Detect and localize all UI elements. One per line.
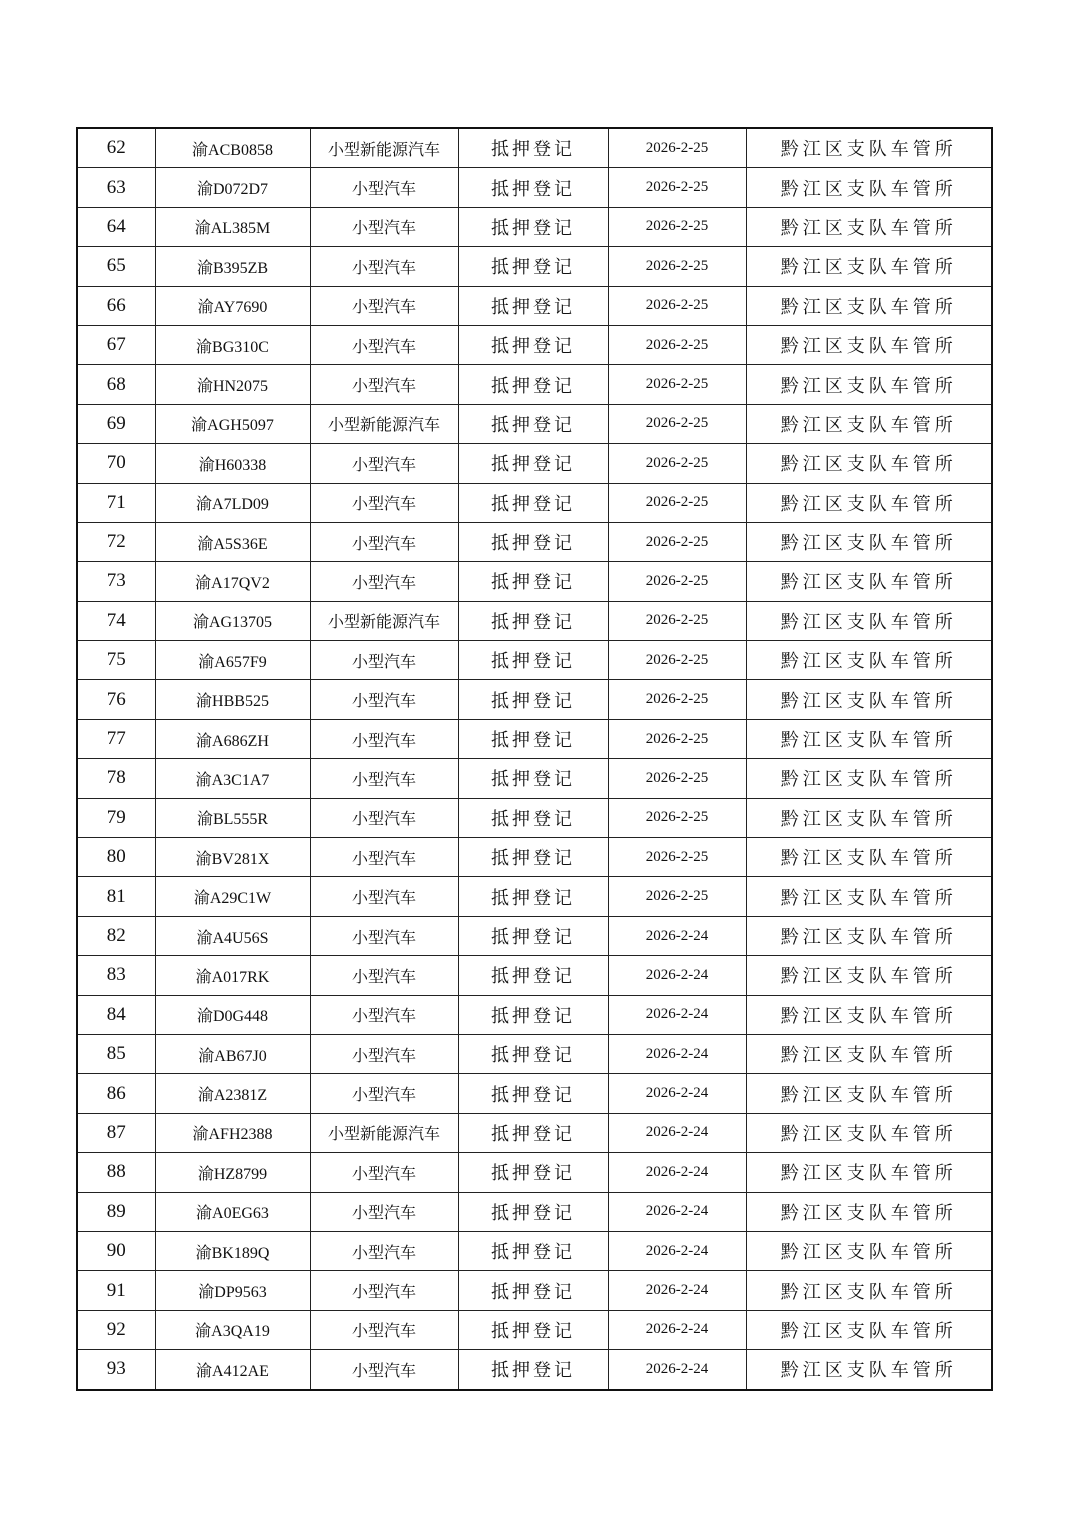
table-row [77, 444, 992, 483]
date-cell: 2026-2-25 [608, 365, 746, 404]
date-cell: 2026-2-25 [608, 838, 746, 877]
plate-number-cell: 渝A412AE [155, 1350, 310, 1390]
business-type-cell: 抵押登记 [458, 1310, 608, 1349]
row-number-cell: 84 [77, 995, 155, 1034]
plate-number-cell: 渝AGH5097 [155, 404, 310, 443]
row-number-cell: 71 [77, 483, 155, 522]
date-cell: 2026-2-25 [608, 128, 746, 168]
business-type-cell: 抵押登记 [458, 247, 608, 286]
date-cell: 2026-2-25 [608, 247, 746, 286]
date-cell: 2026-2-24 [608, 1192, 746, 1231]
date-cell: 2026-2-24 [608, 1271, 746, 1310]
business-type-cell: 抵押登记 [458, 1192, 608, 1231]
plate-number-cell: 渝A017RK [155, 956, 310, 995]
date-cell: 2026-2-24 [608, 1310, 746, 1349]
office-cell: 黔江区支队车管所 [746, 1271, 992, 1310]
office-cell: 黔江区支队车管所 [746, 207, 992, 246]
office-cell: 黔江区支队车管所 [746, 522, 992, 561]
office-cell: 黔江区支队车管所 [746, 325, 992, 364]
office-cell: 黔江区支队车管所 [746, 1034, 992, 1073]
table-row [77, 207, 992, 246]
table-row [77, 1271, 992, 1310]
table-row [77, 562, 992, 601]
table-row [77, 759, 992, 798]
vehicle-type-cell: 小型汽车 [310, 444, 458, 483]
plate-number-cell: 渝H60338 [155, 444, 310, 483]
row-number-cell: 65 [77, 247, 155, 286]
table-row [77, 1350, 992, 1390]
date-cell: 2026-2-25 [608, 562, 746, 601]
date-cell: 2026-2-24 [608, 1350, 746, 1390]
business-type-cell: 抵押登记 [458, 1113, 608, 1152]
table-row [77, 1034, 992, 1073]
table-row [77, 1113, 992, 1152]
row-number-cell: 91 [77, 1271, 155, 1310]
row-number-cell: 87 [77, 1113, 155, 1152]
office-cell: 黔江区支队车管所 [746, 956, 992, 995]
row-number-cell: 62 [77, 128, 155, 168]
vehicle-type-cell: 小型汽车 [310, 680, 458, 719]
vehicle-type-cell: 小型新能源汽车 [310, 404, 458, 443]
row-number-cell: 79 [77, 798, 155, 837]
table-row [77, 365, 992, 404]
table-row [77, 325, 992, 364]
business-type-cell: 抵押登记 [458, 168, 608, 207]
date-cell: 2026-2-25 [608, 207, 746, 246]
office-cell: 黔江区支队车管所 [746, 1074, 992, 1113]
office-cell: 黔江区支队车管所 [746, 365, 992, 404]
business-type-cell: 抵押登记 [458, 562, 608, 601]
row-number-cell: 67 [77, 325, 155, 364]
row-number-cell: 83 [77, 956, 155, 995]
plate-number-cell: 渝ACB0858 [155, 128, 310, 168]
table-row [77, 601, 992, 640]
plate-number-cell: 渝A2381Z [155, 1074, 310, 1113]
date-cell: 2026-2-25 [608, 877, 746, 916]
office-cell: 黔江区支队车管所 [746, 168, 992, 207]
vehicle-type-cell: 小型汽车 [310, 483, 458, 522]
business-type-cell: 抵押登记 [458, 956, 608, 995]
business-type-cell: 抵押登记 [458, 365, 608, 404]
date-cell: 2026-2-24 [608, 1231, 746, 1270]
table-row [77, 956, 992, 995]
plate-number-cell: 渝A3QA19 [155, 1310, 310, 1349]
row-number-cell: 93 [77, 1350, 155, 1390]
table-row [77, 522, 992, 561]
plate-number-cell: 渝A17QV2 [155, 562, 310, 601]
business-type-cell: 抵押登记 [458, 1034, 608, 1073]
vehicle-type-cell: 小型汽车 [310, 365, 458, 404]
date-cell: 2026-2-25 [608, 798, 746, 837]
table-row [77, 483, 992, 522]
business-type-cell: 抵押登记 [458, 995, 608, 1034]
table-row [77, 1231, 992, 1270]
business-type-cell: 抵押登记 [458, 522, 608, 561]
office-cell: 黔江区支队车管所 [746, 759, 992, 798]
office-cell: 黔江区支队车管所 [746, 483, 992, 522]
plate-number-cell: 渝A7LD09 [155, 483, 310, 522]
row-number-cell: 82 [77, 916, 155, 955]
plate-number-cell: 渝AG13705 [155, 601, 310, 640]
date-cell: 2026-2-24 [608, 1074, 746, 1113]
office-cell: 黔江区支队车管所 [746, 995, 992, 1034]
office-cell: 黔江区支队车管所 [746, 838, 992, 877]
date-cell: 2026-2-24 [608, 1034, 746, 1073]
row-number-cell: 90 [77, 1231, 155, 1270]
office-cell: 黔江区支队车管所 [746, 719, 992, 758]
table-row [77, 286, 992, 325]
business-type-cell: 抵押登记 [458, 798, 608, 837]
vehicle-type-cell: 小型汽车 [310, 1310, 458, 1349]
row-number-cell: 89 [77, 1192, 155, 1231]
vehicle-type-cell: 小型汽车 [310, 719, 458, 758]
table-row [77, 838, 992, 877]
office-cell: 黔江区支队车管所 [746, 877, 992, 916]
plate-number-cell: 渝A3C1A7 [155, 759, 310, 798]
plate-number-cell: 渝HN2075 [155, 365, 310, 404]
row-number-cell: 74 [77, 601, 155, 640]
office-cell: 黔江区支队车管所 [746, 1350, 992, 1390]
office-cell: 黔江区支队车管所 [746, 562, 992, 601]
row-number-cell: 69 [77, 404, 155, 443]
vehicle-type-cell: 小型汽车 [310, 838, 458, 877]
table-row [77, 916, 992, 955]
date-cell: 2026-2-25 [608, 483, 746, 522]
row-number-cell: 76 [77, 680, 155, 719]
row-number-cell: 81 [77, 877, 155, 916]
business-type-cell: 抵押登记 [458, 601, 608, 640]
plate-number-cell: 渝B395ZB [155, 247, 310, 286]
plate-number-cell: 渝A5S36E [155, 522, 310, 561]
vehicle-type-cell: 小型汽车 [310, 1192, 458, 1231]
plate-number-cell: 渝DP9563 [155, 1271, 310, 1310]
vehicle-type-cell: 小型汽车 [310, 247, 458, 286]
office-cell: 黔江区支队车管所 [746, 128, 992, 168]
table-row [77, 1192, 992, 1231]
vehicle-type-cell: 小型新能源汽车 [310, 128, 458, 168]
office-cell: 黔江区支队车管所 [746, 1192, 992, 1231]
vehicle-type-cell: 小型汽车 [310, 1074, 458, 1113]
business-type-cell: 抵押登记 [458, 404, 608, 443]
date-cell: 2026-2-24 [608, 916, 746, 955]
row-number-cell: 80 [77, 838, 155, 877]
table-row [77, 404, 992, 443]
plate-number-cell: 渝AFH2388 [155, 1113, 310, 1152]
vehicle-type-cell: 小型汽车 [310, 641, 458, 680]
date-cell: 2026-2-25 [608, 286, 746, 325]
plate-number-cell: 渝AB67J0 [155, 1034, 310, 1073]
row-number-cell: 66 [77, 286, 155, 325]
table-row [77, 1153, 992, 1192]
row-number-cell: 72 [77, 522, 155, 561]
table-row [77, 680, 992, 719]
date-cell: 2026-2-24 [608, 995, 746, 1034]
row-number-cell: 75 [77, 641, 155, 680]
vehicle-type-cell: 小型汽车 [310, 916, 458, 955]
row-number-cell: 63 [77, 168, 155, 207]
vehicle-type-cell: 小型汽车 [310, 1231, 458, 1270]
office-cell: 黔江区支队车管所 [746, 1153, 992, 1192]
row-number-cell: 78 [77, 759, 155, 798]
office-cell: 黔江区支队车管所 [746, 1113, 992, 1152]
plate-number-cell: 渝AL385M [155, 207, 310, 246]
date-cell: 2026-2-25 [608, 325, 746, 364]
office-cell: 黔江区支队车管所 [746, 286, 992, 325]
office-cell: 黔江区支队车管所 [746, 444, 992, 483]
business-type-cell: 抵押登记 [458, 444, 608, 483]
business-type-cell: 抵押登记 [458, 838, 608, 877]
vehicle-type-cell: 小型汽车 [310, 286, 458, 325]
plate-number-cell: 渝BV281X [155, 838, 310, 877]
business-type-cell: 抵押登记 [458, 1074, 608, 1113]
plate-number-cell: 渝D0G448 [155, 995, 310, 1034]
table-row [77, 641, 992, 680]
vehicle-type-cell: 小型汽车 [310, 1034, 458, 1073]
vehicle-type-cell: 小型汽车 [310, 1153, 458, 1192]
business-type-cell: 抵押登记 [458, 680, 608, 719]
office-cell: 黔江区支队车管所 [746, 1231, 992, 1270]
table-row [77, 1310, 992, 1349]
plate-number-cell: 渝D072D7 [155, 168, 310, 207]
date-cell: 2026-2-24 [608, 1153, 746, 1192]
business-type-cell: 抵押登记 [458, 877, 608, 916]
vehicle-type-cell: 小型汽车 [310, 522, 458, 561]
row-number-cell: 85 [77, 1034, 155, 1073]
vehicle-type-cell: 小型汽车 [310, 1350, 458, 1390]
business-type-cell: 抵押登记 [458, 1231, 608, 1270]
row-number-cell: 77 [77, 719, 155, 758]
row-number-cell: 73 [77, 562, 155, 601]
table-row [77, 995, 992, 1034]
plate-number-cell: 渝BG310C [155, 325, 310, 364]
vehicle-type-cell: 小型新能源汽车 [310, 601, 458, 640]
vehicle-type-cell: 小型汽车 [310, 798, 458, 837]
vehicle-type-cell: 小型新能源汽车 [310, 1113, 458, 1152]
office-cell: 黔江区支队车管所 [746, 404, 992, 443]
date-cell: 2026-2-24 [608, 956, 746, 995]
vehicle-type-cell: 小型汽车 [310, 956, 458, 995]
date-cell: 2026-2-25 [608, 680, 746, 719]
office-cell: 黔江区支队车管所 [746, 680, 992, 719]
table-row [77, 168, 992, 207]
date-cell: 2026-2-25 [608, 759, 746, 798]
business-type-cell: 抵押登记 [458, 483, 608, 522]
business-type-cell: 抵押登记 [458, 916, 608, 955]
plate-number-cell: 渝A657F9 [155, 641, 310, 680]
business-type-cell: 抵押登记 [458, 719, 608, 758]
business-type-cell: 抵押登记 [458, 128, 608, 168]
plate-number-cell: 渝A29C1W [155, 877, 310, 916]
table-row [77, 247, 992, 286]
registration-table [76, 127, 993, 1391]
row-number-cell: 70 [77, 444, 155, 483]
vehicle-type-cell: 小型汽车 [310, 759, 458, 798]
plate-number-cell: 渝HBB525 [155, 680, 310, 719]
date-cell: 2026-2-25 [608, 168, 746, 207]
business-type-cell: 抵押登记 [458, 1350, 608, 1390]
table-row [77, 798, 992, 837]
business-type-cell: 抵押登记 [458, 286, 608, 325]
office-cell: 黔江区支队车管所 [746, 798, 992, 837]
plate-number-cell: 渝BL555R [155, 798, 310, 837]
row-number-cell: 86 [77, 1074, 155, 1113]
vehicle-type-cell: 小型汽车 [310, 562, 458, 601]
table-row [77, 877, 992, 916]
table-row [77, 1074, 992, 1113]
date-cell: 2026-2-25 [608, 719, 746, 758]
plate-number-cell: 渝A686ZH [155, 719, 310, 758]
row-number-cell: 92 [77, 1310, 155, 1349]
business-type-cell: 抵押登记 [458, 1271, 608, 1310]
plate-number-cell: 渝BK189Q [155, 1231, 310, 1270]
table-body [77, 128, 992, 1390]
business-type-cell: 抵押登记 [458, 1153, 608, 1192]
table-row [77, 128, 992, 168]
date-cell: 2026-2-25 [608, 641, 746, 680]
date-cell: 2026-2-25 [608, 522, 746, 561]
business-type-cell: 抵押登记 [458, 207, 608, 246]
vehicle-type-cell: 小型汽车 [310, 207, 458, 246]
business-type-cell: 抵押登记 [458, 641, 608, 680]
plate-number-cell: 渝AY7690 [155, 286, 310, 325]
plate-number-cell: 渝A0EG63 [155, 1192, 310, 1231]
row-number-cell: 88 [77, 1153, 155, 1192]
vehicle-type-cell: 小型汽车 [310, 877, 458, 916]
table-row [77, 719, 992, 758]
plate-number-cell: 渝HZ8799 [155, 1153, 310, 1192]
business-type-cell: 抵押登记 [458, 325, 608, 364]
office-cell: 黔江区支队车管所 [746, 247, 992, 286]
row-number-cell: 64 [77, 207, 155, 246]
date-cell: 2026-2-25 [608, 444, 746, 483]
date-cell: 2026-2-25 [608, 404, 746, 443]
office-cell: 黔江区支队车管所 [746, 1310, 992, 1349]
date-cell: 2026-2-24 [608, 1113, 746, 1152]
vehicle-type-cell: 小型汽车 [310, 995, 458, 1034]
plate-number-cell: 渝A4U56S [155, 916, 310, 955]
office-cell: 黔江区支队车管所 [746, 641, 992, 680]
vehicle-type-cell: 小型汽车 [310, 168, 458, 207]
office-cell: 黔江区支队车管所 [746, 601, 992, 640]
vehicle-type-cell: 小型汽车 [310, 325, 458, 364]
vehicle-type-cell: 小型汽车 [310, 1271, 458, 1310]
office-cell: 黔江区支队车管所 [746, 916, 992, 955]
business-type-cell: 抵押登记 [458, 759, 608, 798]
date-cell: 2026-2-25 [608, 601, 746, 640]
row-number-cell: 68 [77, 365, 155, 404]
